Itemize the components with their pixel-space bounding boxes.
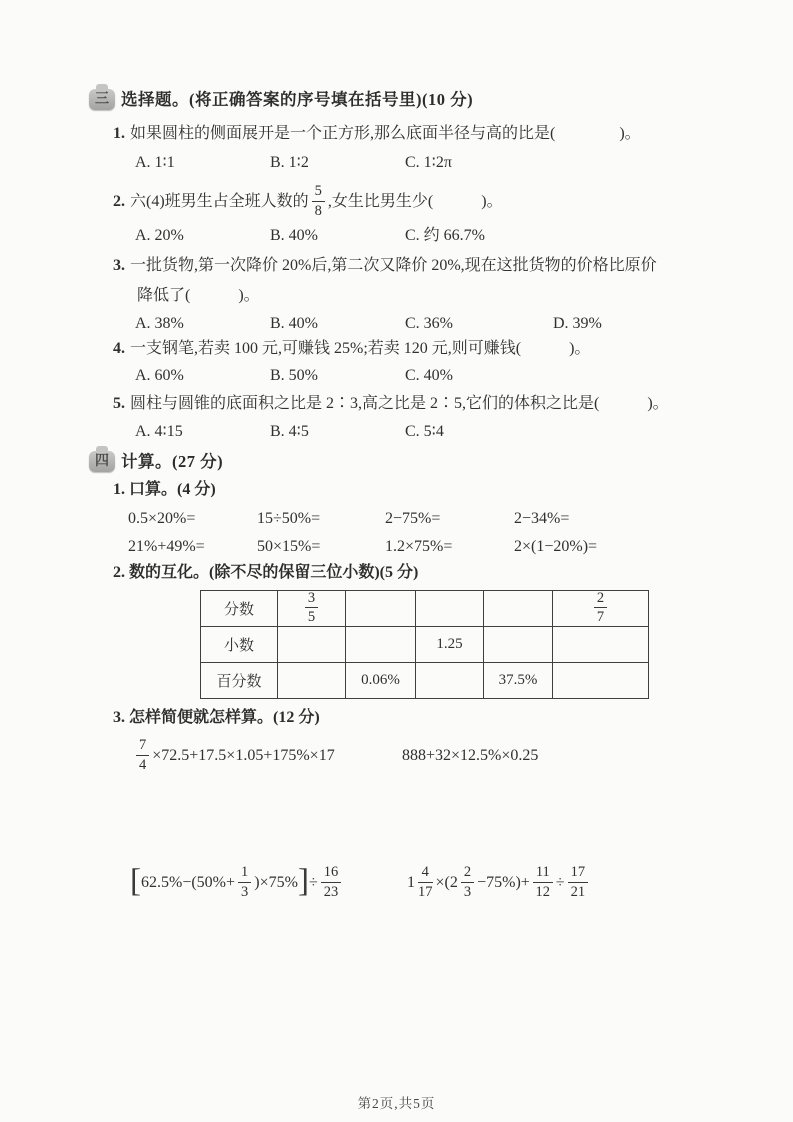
question-3-text-line1: 一批货物,第一次降价 20%后,第二次又降价 20%,现在这批货物的价格比原价 [130,257,657,274]
empty-cell [416,591,484,627]
row-label: 小数 [201,627,278,663]
oral-expression: 15÷50%= [257,510,321,527]
cell-fraction-3-5 [278,591,346,627]
question-4-number: 4. [113,340,125,357]
oral-expression: 50×15%= [257,538,321,555]
option-a: A. 4∶15 [135,423,183,440]
option-d: D. 39% [553,315,602,332]
question-3-line2 [137,286,260,306]
option-a: A. 20% [135,227,184,244]
fraction-3-5: $\frac{3}{5}$ [305,590,318,625]
option-b: B. 40% [270,315,318,332]
subsection-simplify-title: 3. 怎样简便就怎样算。(12 分) [113,709,320,726]
expression-4 [407,861,591,905]
empty-cell [416,663,484,699]
page-footer: 第2页,共5页 [357,1096,436,1111]
cell-percent-2: 37.5% [484,663,553,699]
expression-3-part1: 62.5%−(50%+ [141,874,236,891]
option-c: C. 36% [405,315,453,332]
oral-expression: 1.2×75%= [385,538,453,555]
table-row-percent [201,663,649,699]
row-label: 百分数 [201,663,278,699]
question-3-text-line2: 降低了( )。 [137,287,260,304]
question-5-options [135,422,444,442]
fraction-5-8: $\frac{5}{8}$ [312,183,325,218]
empty-cell [484,627,553,663]
expression-1 [133,735,335,777]
oral-expression: 21%+49%= [128,538,205,555]
question-2-text-pre: 六(4)班男生占全班人数的 [130,193,309,210]
question-3 [113,256,657,276]
option-c: C. 1∶2π [405,154,452,171]
question-1-number: 1. [113,125,125,142]
fraction-7-4: $\frac{7}{4}$ [136,737,149,772]
question-1 [113,124,641,144]
option-a: A. 1∶1 [135,154,175,171]
empty-cell [553,663,649,699]
question-3-number: 3. [113,257,125,274]
empty-cell [553,627,649,663]
expression-2-text: 888+32×12.5%×0.25 [402,747,539,764]
expression-3-part2: )×75% [254,874,298,891]
fraction-2-3: $\frac{2}{3}$ [461,864,474,899]
option-a: A. 60% [135,367,184,384]
option-b: B. 4∶5 [270,423,309,440]
left-bracket: [ [130,862,141,899]
empty-cell [278,663,346,699]
division-sign: ÷ [308,874,318,891]
option-a: A. 38% [135,315,184,332]
option-b: B. 40% [270,227,318,244]
question-1-options [135,153,452,173]
subsection-oral-calc-title: 1. 口算。(4 分) [113,481,216,498]
question-5 [113,394,669,414]
cell-percent-1: 0.06% [346,663,416,699]
question-2 [113,184,503,220]
oral-calc-row-2 [128,537,597,557]
empty-cell [484,591,553,627]
question-2-number: 2. [113,193,125,210]
section-3-title: 选择题。(将正确答案的序号填在括号里)(10 分) [121,90,474,109]
fraction-16-23: $\frac{16}{23}$ [321,864,342,899]
whole-number: 1 [407,874,415,891]
expression-4-part3: −75%)+ [477,874,530,891]
cell-decimal: 1.25 [416,627,484,663]
question-2-text-post: ,女生比男生少( )。 [327,193,503,210]
question-5-number: 5. [113,395,125,412]
empty-cell [346,627,416,663]
question-1-text: 如果圆柱的侧面展开是一个正方形,那么底面半径与高的比是( )。 [130,125,641,142]
oral-expression: 2−75%= [385,510,441,527]
option-c: C. 约 66.7% [405,227,486,244]
fraction-1-3: $\frac{1}{3}$ [238,864,251,899]
oral-expression: 2×(1−20%)= [514,538,598,555]
question-4-options [135,366,453,386]
option-b: B. 1∶2 [270,154,309,171]
division-sign: ÷ [555,874,565,891]
fraction-17-21: $\frac{17}{21}$ [568,864,589,899]
question-4-text: 一支钢笔,若卖 100 元,可赚钱 25%;若卖 120 元,则可赚钱( )。 [130,340,591,357]
fraction-2-7: $\frac{2}{7}$ [594,590,607,625]
question-5-text: 圆柱与圆锥的底面积之比是 2∶3,高之比是 2∶5,它们的体积之比是( )。 [130,395,669,412]
expression-2 [402,735,538,777]
oral-expression: 0.5×20%= [128,510,196,527]
section-4-badge-icon: 四 [89,451,115,472]
expression-1-text: ×72.5+17.5×1.05+175%×17 [152,747,335,764]
oral-calc-row-1 [128,509,569,529]
section-4-title: 计算。(27 分) [121,452,224,471]
option-c: C. 40% [405,367,453,384]
right-bracket: ] [297,862,309,899]
option-c: C. 5∶4 [405,423,444,440]
question-3-options [135,314,602,334]
fraction-4-17: $\frac{4}{17}$ [418,864,433,900]
question-4 [113,339,590,359]
oral-expression: 2−34%= [514,510,570,527]
expression-3 [130,861,344,905]
row-label: 分数 [201,591,278,627]
table-row-decimal [201,627,649,663]
table-row-fraction [201,591,649,627]
question-2-options [135,226,485,246]
empty-cell [278,627,346,663]
fraction-11-12: $\frac{11}{12}$ [533,864,553,899]
cell-fraction-2-7 [553,591,649,627]
empty-cell [346,591,416,627]
subsection-conversion-title: 2. 数的互化。(除不尽的保留三位小数)(5 分) [113,564,419,581]
option-b: B. 50% [270,367,318,384]
conversion-table [200,590,649,699]
section-3-badge-icon: 三 [89,89,115,110]
expression-4-part2: ×(2 [435,874,458,891]
